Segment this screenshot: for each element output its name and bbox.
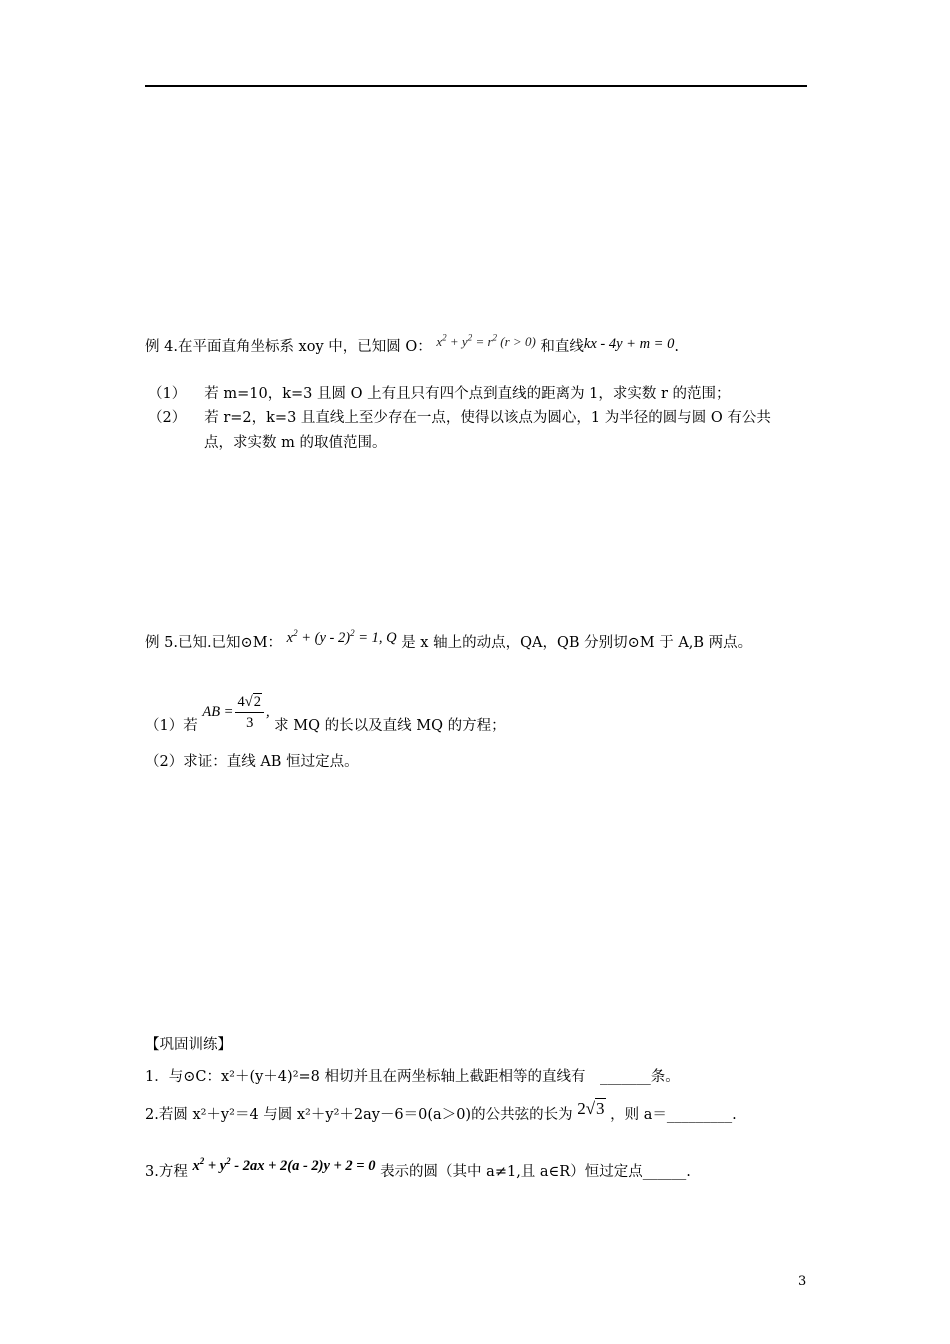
- example-4-item-2: （2） 若 r=2，k=3 且直线上至少存在一点，使得以该点为圆心，1 为半径的圆与圆 O 有公共: [148, 410, 771, 426]
- circle-family-equation: $x^2 + y^2 - 2ax + 2(a - 2)y + 2 = 0$: [192, 1156, 376, 1174]
- circle-equation: $x^2 + y^2 = r^2$ (r > 0): [436, 332, 536, 349]
- ab-length-formula: AB = $\frac{4√2}{3}$ ,: [202, 694, 270, 731]
- circle-m-equation: $x^2 + (y - 2)^2 = 1$, Q: [286, 628, 397, 646]
- line-equation: kx - 4y + m = 0: [583, 336, 675, 352]
- chord-length: 2√3: [577, 1099, 605, 1118]
- example-5-item-2: （2）求证：直线 AB 恒过定点。: [145, 754, 359, 770]
- practice-question-3: 3.方程 $x^2 + y^2 - 2ax + 2(a - 2)y + 2 = 0$ 表示的圆（其中 a≠1,且 a∈R）恒过定点______.: [145, 1156, 691, 1180]
- practice-question-2: 2.若圆 x²＋y²＝4 与圆 x²＋y²＋2ay－6＝0(a＞0)的公共弦的长为 2√3 ，则 a＝_________.: [145, 1099, 737, 1123]
- page-number: 3: [798, 1274, 807, 1289]
- example-4-intro: 例 4.在平面直角坐标系 xoy 中，已知圆 O： $x^2 + y^2 = r^2$ (r > 0) 和直线kx - 4y + m = 0.: [145, 332, 679, 355]
- example-5-item-1: （1）若 AB = $\frac{4√2}{3}$ , 求 MQ 的长以及直线 MQ 的方程；: [145, 694, 506, 734]
- header-rule: [145, 85, 807, 87]
- practice-question-1: 1．与⊙C：x²＋(y＋4)²=8 相切并且在两坐标轴上截距相等的直线有 _______条。: [145, 1069, 680, 1085]
- example-5-intro: 例 5.已知.已知⊙M： $x^2 + (y - 2)^2 = 1$, Q 是 x 轴上的动点，QA，QB 分别切⊙M 于 A,B 两点。: [145, 628, 753, 651]
- practice-heading: 【巩固训练】: [145, 1037, 232, 1053]
- example-4-item-2-cont: 点，求实数 m 的取值范围。: [204, 435, 387, 451]
- example-4-item-1: （1） 若 m=10，k=3 且圆 O 上有且只有四个点到直线的距离为 1，求实数 r 的范围；: [148, 386, 731, 402]
